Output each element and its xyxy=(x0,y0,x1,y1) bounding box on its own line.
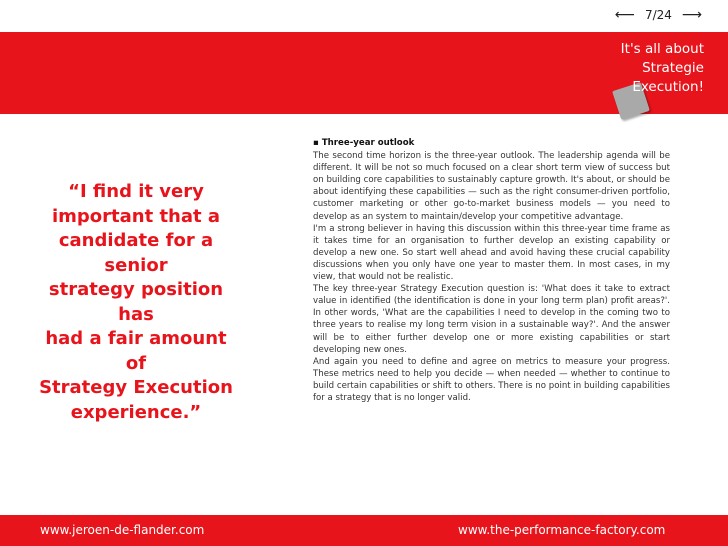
quote-line: “I find it very xyxy=(68,181,204,202)
article-paragraph: I'm a strong believer in having this discussion within this three-year time frame as it takes time for an organisation to further develop an existing capability or develop a new one. So start well ahead and avoid having these crucial capability discussions when you only have one year to master them. In most cases, in my view, that would not be realistic. xyxy=(313,223,670,283)
quote-line: Strategy Execution xyxy=(39,377,233,398)
page-indicator: 7/24 xyxy=(644,8,672,22)
arrow-left-icon[interactable]: ⟵ xyxy=(614,7,635,23)
quote-line: experience.” xyxy=(70,401,202,423)
quote-line: important that a xyxy=(51,205,221,227)
quote-line: had a fair amount of xyxy=(45,328,227,374)
article-paragraph: The key three-year Strategy Execution question is: 'What does it take to extract value in identified (the identification is done in your long term plan) profit areas?'. In other words, 'What are the capabilities I need to develop in the coming two to three years to realise my long term vision in a sustainable way?'. And the answer will be to either further develop one or more existing capabilities or start developing new ones. xyxy=(313,284,670,355)
tagline xyxy=(594,40,704,97)
footer-link-jeroen[interactable]: www.jeroen-de-flander.com xyxy=(40,523,205,537)
tagline-line: Strategie xyxy=(642,60,704,76)
quote-line: strategy position has xyxy=(48,279,224,325)
article-paragraph: And again you need to define and agree on metrics to measure your progress. These metrics need to help you decide — when needed — whether to continue to build certain capabilities or shift to others. There is no point in building capabilities for a strategy that is no longer valid. xyxy=(313,356,670,403)
footer-bar xyxy=(0,515,728,546)
footer-link-performance-factory[interactable]: www.the-performance-factory.com xyxy=(458,523,666,537)
pull-quote xyxy=(34,180,238,425)
arrow-right-icon[interactable]: ⟶ xyxy=(681,7,702,23)
tagline-line: It's all about xyxy=(620,41,704,57)
page-navigation xyxy=(615,6,702,24)
tagline-line: Execution! xyxy=(632,79,704,95)
quote-line: candidate for a senior xyxy=(58,230,214,276)
section-heading: ▪ Three-year outlook xyxy=(313,138,415,148)
article-body xyxy=(313,137,670,404)
article-paragraph: The second time horizon is the three-year outlook. The leadership agenda will be different. It will be not so much focused on a clear short term view of success but on building core capabilities to sustainably capture growth. It's about, or should be about identifying these capabilities — such as the right consumer-driven portfolio, customer marketing or other go-to-market business models — you need to develop as an system to maintain/develop your competitive advantage. xyxy=(313,151,670,222)
